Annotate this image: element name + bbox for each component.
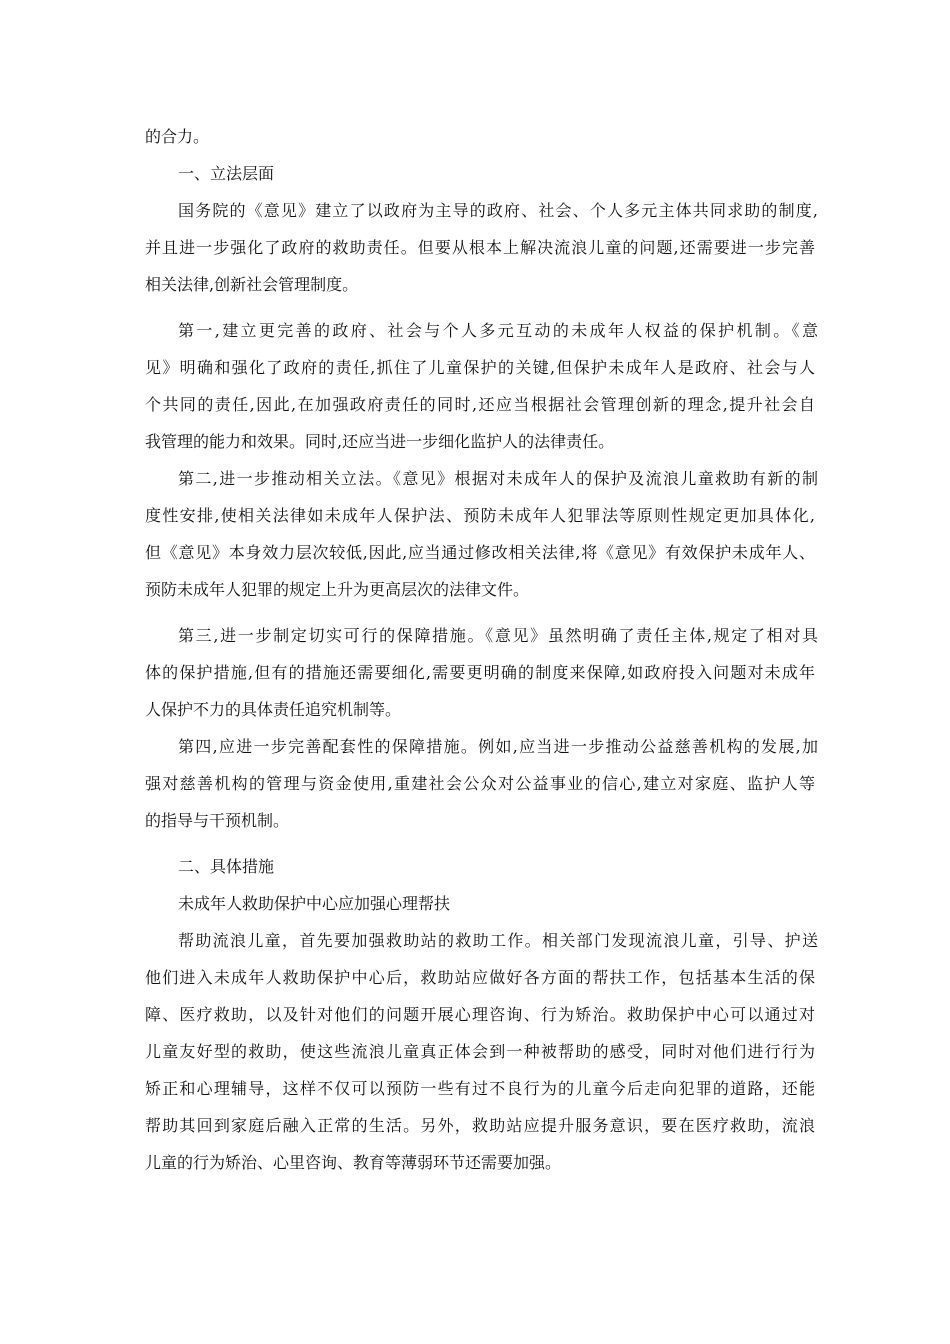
- text-line: 体的保护措施,但有的措施还需要细化,需要更明确的制度来保障,如政府投入问题对未成年: [145, 663, 815, 682]
- text-line: 的指导与干预机制。: [145, 811, 290, 830]
- text-line: 儿童的行为矫治、心里咨询、教育等薄弱环节还需要加强。: [145, 1153, 562, 1172]
- text-line: 国务院的《意见》建立了以政府为主导的政府、社会、个人多元主体共同求助的制度,: [178, 201, 818, 220]
- text-line: 个共同的责任,因此,在加强政府责任的同时,还应当根据社会管理创新的理念,提升社会自: [145, 395, 815, 414]
- text-line: 的合力。: [145, 127, 210, 146]
- text-line: 第一,建立更完善的政府、社会与个人多元互动的未成年人权益的保护机制。《意: [178, 321, 818, 340]
- text-line: 我管理的能力和效果。同时,还应当进一步细化监护人的法律责任。: [145, 432, 615, 451]
- text-line: 儿童友好型的救助，使这些流浪儿童真正体会到一种被帮助的感受，同时对他们进行行为: [145, 1042, 815, 1061]
- section-heading-legislation: 一、立法层面: [178, 164, 275, 183]
- text-line: 并且进一步强化了政府的救助责任。但要从根本上解决流浪儿童的问题,还需要进一步完善: [145, 238, 815, 257]
- text-line: 相关法律,创新社会管理制度。: [145, 275, 359, 294]
- text-line: 第三,进一步制定切实可行的保障措施。《意见》虽然明确了责任主体,规定了相对具: [178, 626, 818, 645]
- text-line: 帮助流浪儿童，首先要加强救助站的救助工作。相关部门发现流浪儿童，引导、护送: [178, 931, 818, 950]
- text-line: 预防未成年人犯罪的规定上升为更高层次的法律文件。: [145, 580, 530, 599]
- text-line: 他们进入未成年人救助保护中心后，救助站应做好各方面的帮扶工作，包括基本生活的保: [145, 968, 815, 987]
- text-line: 强对慈善机构的管理与资金使用,重建社会公众对公益事业的信心,建立对家庭、监护人等: [145, 774, 815, 793]
- text-line: 人保护不力的具体责任追究机制等。: [145, 700, 402, 719]
- text-line: 矫正和心理辅导，这样不仅可以预防一些有过不良行为的儿童今后走向犯罪的道路，还能: [145, 1079, 815, 1098]
- section-heading-measures: 二、具体措施: [178, 857, 275, 876]
- text-line: 但《意见》本身效力层次较低,因此,应当通过修改相关法律,将《意见》有效保护未成年人、: [145, 543, 815, 562]
- text-line: 第四,应进一步完善配套性的保障措施。例如,应当进一步推动公益慈善机构的发展,加: [178, 737, 818, 756]
- subheading: 未成年人救助保护中心应加强心理帮扶: [178, 894, 451, 913]
- text-line: 障、医疗救助，以及针对他们的问题开展心理咨询、行为矫治。救助保护中心可以通过对: [145, 1005, 815, 1024]
- text-line: 度性安排,使相关法律如未成年人保护法、预防未成年人犯罪法等原则性规定更加具体化,: [145, 506, 815, 525]
- text-line: 见》明确和强化了政府的责任,抓住了儿童保护的关键,但保护未成年人是政府、社会与人: [145, 358, 815, 377]
- text-line: 帮助其回到家庭后融入正常的生活。另外，救助站应提升服务意识，要在医疗救助，流浪: [145, 1116, 815, 1135]
- text-line: 第二,进一步推动相关立法。《意见》根据对未成年人的保护及流浪儿童救助有新的制: [178, 469, 818, 488]
